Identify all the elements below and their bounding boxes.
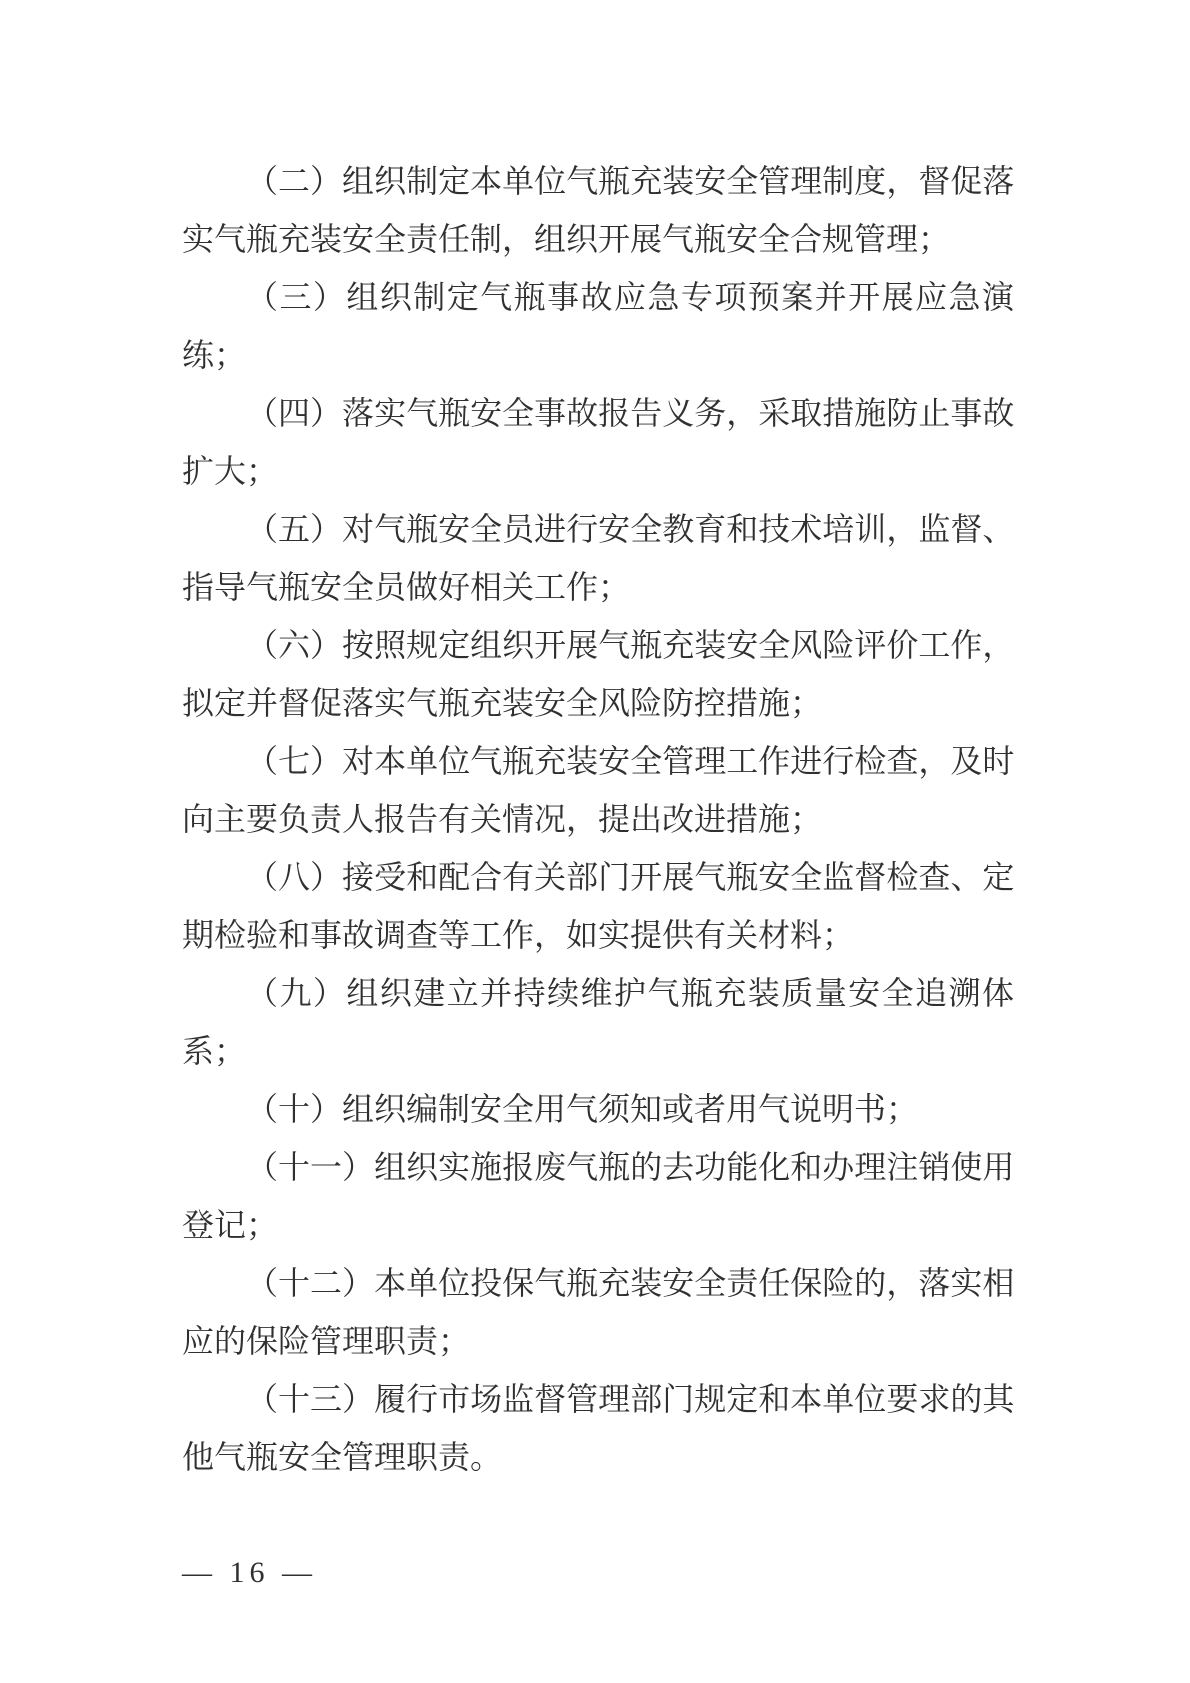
text-line: （ 四 ） 落 实 气 瓶 安 全 事 故 报 告 义 务 ， 采 取 措 施 防 止 事 故	[246, 395, 1015, 431]
text-line: 扩大；	[182, 453, 279, 489]
paragraph-item-10	[182, 1080, 1014, 1138]
text-line: 应的保险管理职责；	[182, 1323, 471, 1359]
text-line: 拟定并督促落实气瓶充装安全风险防控措施；	[182, 685, 823, 721]
paragraph-item-11	[182, 1138, 1014, 1254]
text-line: （ 八 ） 接 受 和 配 合 有 关 部 门 开 展 气 瓶 安 全 监 督 检 查 、 定	[246, 859, 1015, 895]
text-line: 期检验和事故调查等工作，如实提供有关材料；	[182, 917, 855, 953]
text-line: （ 三 ） 组 织 制 定 气 瓶 事 故 应 急 专 项 预 案 并 开 展 应 急 演	[246, 279, 1014, 315]
text-line: （ 九 ） 组 织 建 立 并 持 续 维 护 气 瓶 充 装 质 量 安 全 追 溯 体	[246, 975, 1014, 1011]
text-line: 系；	[182, 1033, 247, 1069]
paragraph-item-2	[182, 152, 1014, 268]
text-line: （ 十 二 ） 本 单 位 投 保 气 瓶 充 装 安 全 责 任 保 险 的 ， 落 实 相	[246, 1265, 1015, 1301]
text-line: （ 七 ） 对 本 单 位 气 瓶 充 装 安 全 管 理 工 作 进 行 检 查 ， 及 时	[246, 743, 1015, 779]
document-body	[182, 152, 1014, 1486]
page-number: — 16 —	[182, 1556, 317, 1589]
text-line: （ 二 ） 组 织 制 定 本 单 位 气 瓶 充 装 安 全 管 理 制 度 ， 督 促 落	[246, 163, 1015, 199]
paragraph-item-5	[182, 500, 1014, 616]
paragraph-item-8	[182, 848, 1014, 964]
text-line: 他气瓶安全管理职责。	[182, 1439, 503, 1475]
paragraph-item-4	[182, 384, 1014, 500]
text-line: （十）组织编制安全用气须知或者用气说明书；	[246, 1091, 919, 1127]
text-line: （ 十 三 ） 履 行 市 场 监 督 管 理 部 门 规 定 和 本 单 位 要 求 的 其	[246, 1381, 1015, 1417]
text-line: （ 十 一 ） 组 织 实 施 报 废 气 瓶 的 去 功 能 化 和 办 理 注 销 使 用	[246, 1149, 1015, 1185]
page-footer	[182, 1551, 317, 1595]
paragraph-item-13	[182, 1370, 1014, 1486]
text-line: （ 六 ） 按 照 规 定 组 织 开 展 气 瓶 充 装 安 全 风 险 评 价 工 作 ，	[246, 627, 1015, 663]
text-line: 向主要负责人报告有关情况，提出改进措施；	[182, 801, 823, 837]
paragraph-item-7	[182, 732, 1014, 848]
text-line: 登记；	[182, 1207, 279, 1243]
text-line: （ 五 ） 对 气 瓶 安 全 员 进 行 安 全 教 育 和 技 术 培 训 ， 监 督 、	[246, 511, 1015, 547]
paragraph-item-6	[182, 616, 1014, 732]
text-line: 练；	[182, 337, 247, 373]
paragraph-item-3	[182, 268, 1014, 384]
paragraph-item-12	[182, 1254, 1014, 1370]
paragraph-item-9	[182, 964, 1014, 1080]
text-line: 指导气瓶安全员做好相关工作；	[182, 569, 631, 605]
text-line: 实气瓶充装安全责任制，组织开展气瓶安全合规管理；	[182, 221, 951, 257]
